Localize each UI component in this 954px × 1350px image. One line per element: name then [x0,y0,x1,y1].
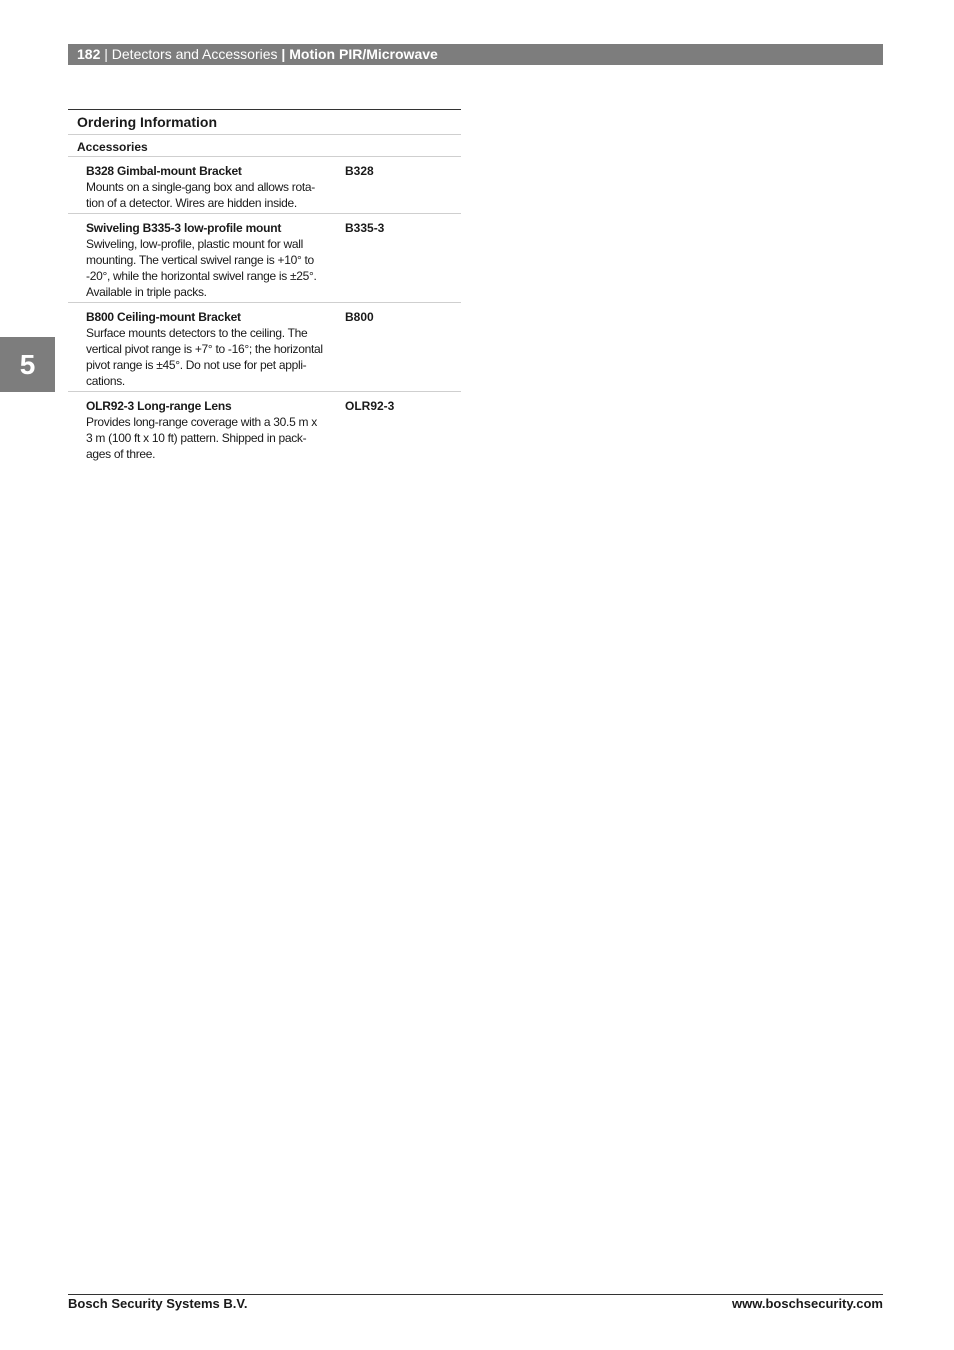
accessory-row [68,157,461,214]
accessory-description-line: pivot range is ±45°. Do not use for pet appli- [86,358,307,372]
accessory-description-line: Available in triple packs. [86,285,207,299]
accessory-order-code: OLR92-3 [345,399,395,413]
header-subsection: Motion PIR/Microwave [289,46,438,62]
accessory-name: B328 Gimbal-mount Bracket [86,164,242,178]
header-separator-2: | [277,46,290,62]
accessory-description-line: Provides long-range coverage with a 30.5 m x [86,415,317,429]
accessory-name: OLR92-3 Long-range Lens [86,399,232,413]
ordering-title: Ordering Information [68,110,461,135]
footer-website: www.boschsecurity.com [732,1296,883,1311]
page-number: 182 [77,46,101,62]
running-header [68,44,883,65]
accessory-description-line: mounting. The vertical swivel range is +10° to [86,253,314,267]
section-label: Accessories [68,135,461,157]
accessory-name: Swiveling B335-3 low-profile mount [86,221,282,235]
accessory-order-code: B800 [345,310,374,324]
chapter-tab: 5 [0,337,55,392]
accessory-details [86,398,326,462]
accessory-name: B800 Ceiling-mount Bracket [86,310,241,324]
accessory-description-line: vertical pivot range is +7° to -16°; the horizontal [86,342,323,356]
accessory-row [68,392,461,464]
accessory-description-line: 3 m (100 ft x 10 ft) pattern. Shipped in pack- [86,431,307,445]
footer-company: Bosch Security Systems B.V. [68,1296,248,1311]
accessory-description-line: Swiveling, low-profile, plastic mount for wall [86,237,303,251]
accessory-list [68,157,461,464]
accessory-details [86,309,326,389]
accessory-description-line: cations. [86,374,125,388]
accessory-details [86,163,326,211]
accessory-order-code: B328 [345,164,374,178]
header-separator: | [100,46,112,62]
accessory-description-line: -20°, while the horizontal swivel range is ±25°. [86,269,317,283]
accessory-order-code: B335-3 [345,221,385,235]
accessory-description-line: Mounts on a single-gang box and allows rota- [86,180,315,194]
accessory-description-line: tion of a detector. Wires are hidden inside. [86,196,297,210]
accessory-details [86,220,326,300]
accessory-description-line: Surface mounts detectors to the ceiling. The [86,326,308,340]
ordering-information-table [68,109,461,464]
header-section: Detectors and Accessories [111,46,278,62]
accessory-row [68,303,461,392]
accessory-description-line: ages of three. [86,447,156,461]
accessory-row [68,214,461,303]
